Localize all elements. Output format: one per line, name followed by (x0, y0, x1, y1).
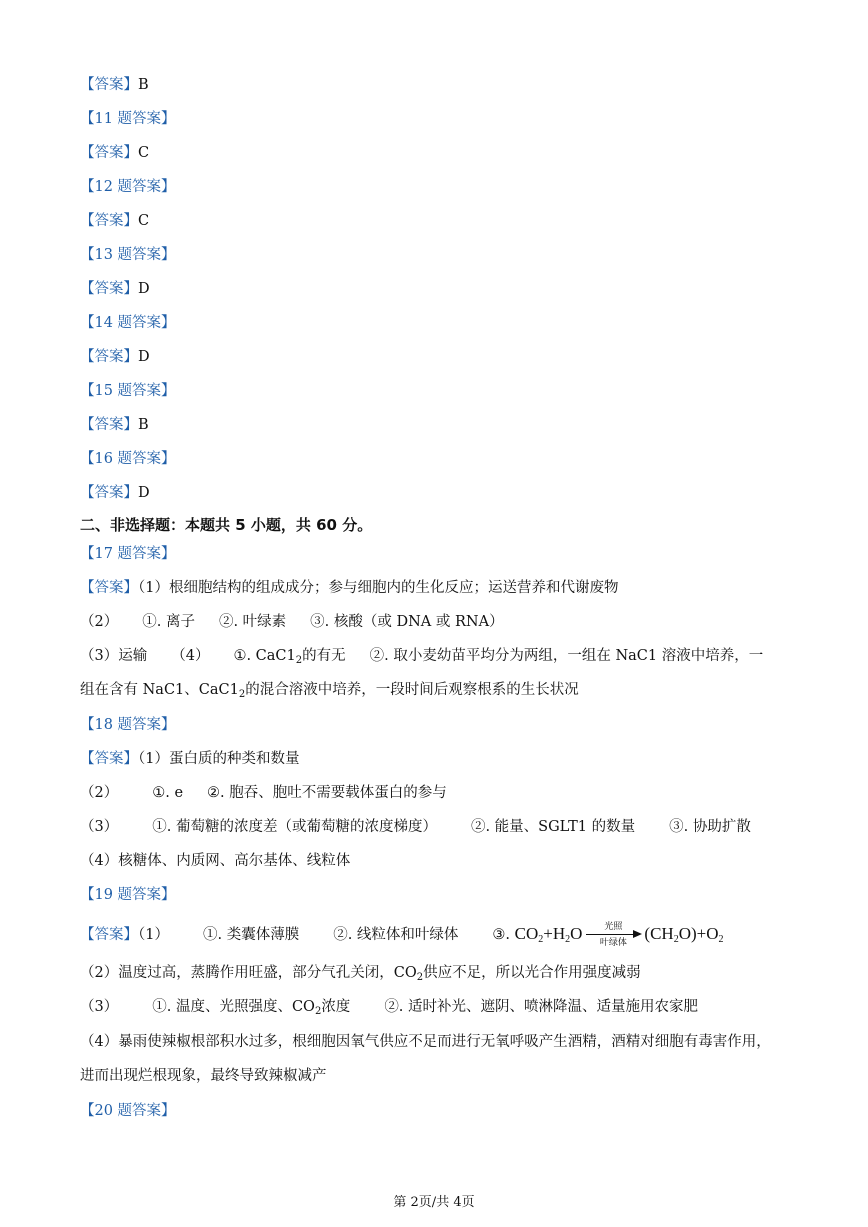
answer-line: （2） ①. 离子 ②. 叶绿素 ③. 核酸（或 DNA 或 RNA） (80, 614, 504, 630)
answer-line: 【答案】C (80, 145, 150, 161)
question-header: 【19 题答案】 (80, 887, 176, 903)
question-header: 【20 题答案】 (80, 1103, 176, 1119)
answer-line: （3） ①. 温度、光照强度、$CO_2$浓度 ②. 适时补光、遮阴、喷淋降温、适量施用农家肥 (80, 999, 699, 1017)
answer-line: （2） ①. e ②. 胞吞、胞吐不需要载体蛋白的参与 (80, 785, 447, 801)
question-header: 【18 题答案】 (80, 717, 176, 733)
answer-line: （4）暴雨使辣椒根部积水过多，根细胞因氧气供应不足而进行无氧呼吸产生酒精，酒精对细胞有毒害作用， (80, 1034, 771, 1050)
question-header: 【12 题答案】 (80, 179, 176, 195)
question-header: 【11 题答案】 (80, 111, 176, 127)
answer-line: 组在含有 NaC1、$CaC1_2$的混合溶液中培养，一段时间后观察根系的生长状况 (80, 682, 579, 700)
answer-line: 【答案】B (80, 77, 149, 93)
answer-line: 【答案】（1）根细胞结构的组成成分；参与细胞内的生化反应；运送营养和代谢废物 (80, 580, 619, 596)
question-header: 【17 题答案】 (80, 546, 176, 562)
reaction-arrow-icon: 光照 叶绿体 (584, 924, 642, 946)
answer-line: 【答案】C (80, 213, 150, 229)
answer-line: 【答案】（1） ①. 类囊体薄膜 ②. 线粒体和叶绿体 ③. $CO_2+H_2O$ 光照 叶绿体 $(CH_2O)+O_2$ (80, 921, 724, 948)
page-number: 第 2页/共 4页 (393, 1195, 475, 1210)
question-header: 【13 题答案】 (80, 247, 176, 263)
answer-line: 【答案】B (80, 417, 149, 433)
answer-line: 进而出现烂根现象，最终导致辣椒减产 (80, 1068, 327, 1084)
photosynthesis-equation: $CO_2+H_2O$ 光照 叶绿体 $(CH_2O)+O_2$ (514, 921, 724, 948)
answer-line: （3） ①. 葡萄糖的浓度差（或葡萄糖的浓度梯度） ②. 能量、SGLT1 的数量 ③. 协助扩散 (80, 819, 751, 835)
answer-line: （4）核糖体、内质网、高尔基体、线粒体 (80, 853, 351, 869)
question-header: 【14 题答案】 (80, 315, 176, 331)
answer-line: 【答案】D (80, 349, 150, 365)
section-title: 二、非选择题：本题共 5 小题，共 60 分。 (80, 516, 373, 534)
question-header: 【16 题答案】 (80, 451, 176, 467)
answer-line: 【答案】D (80, 485, 150, 501)
answer-line: 【答案】D (80, 281, 150, 297)
question-header: 【15 题答案】 (80, 383, 176, 399)
answer-line: （3）运输 （4） ①. $CaC1_2$的有无 ②. 取小麦幼苗平均分为两组，一组在 NaC1 溶液中培养，一 (80, 648, 764, 666)
answer-line: 【答案】（1）蛋白质的种类和数量 (80, 751, 300, 767)
answer-line: （2）温度过高，蒸腾作用旺盛，部分气孔关闭，$CO_2$供应不足，所以光合作用强度减弱 (80, 965, 641, 983)
